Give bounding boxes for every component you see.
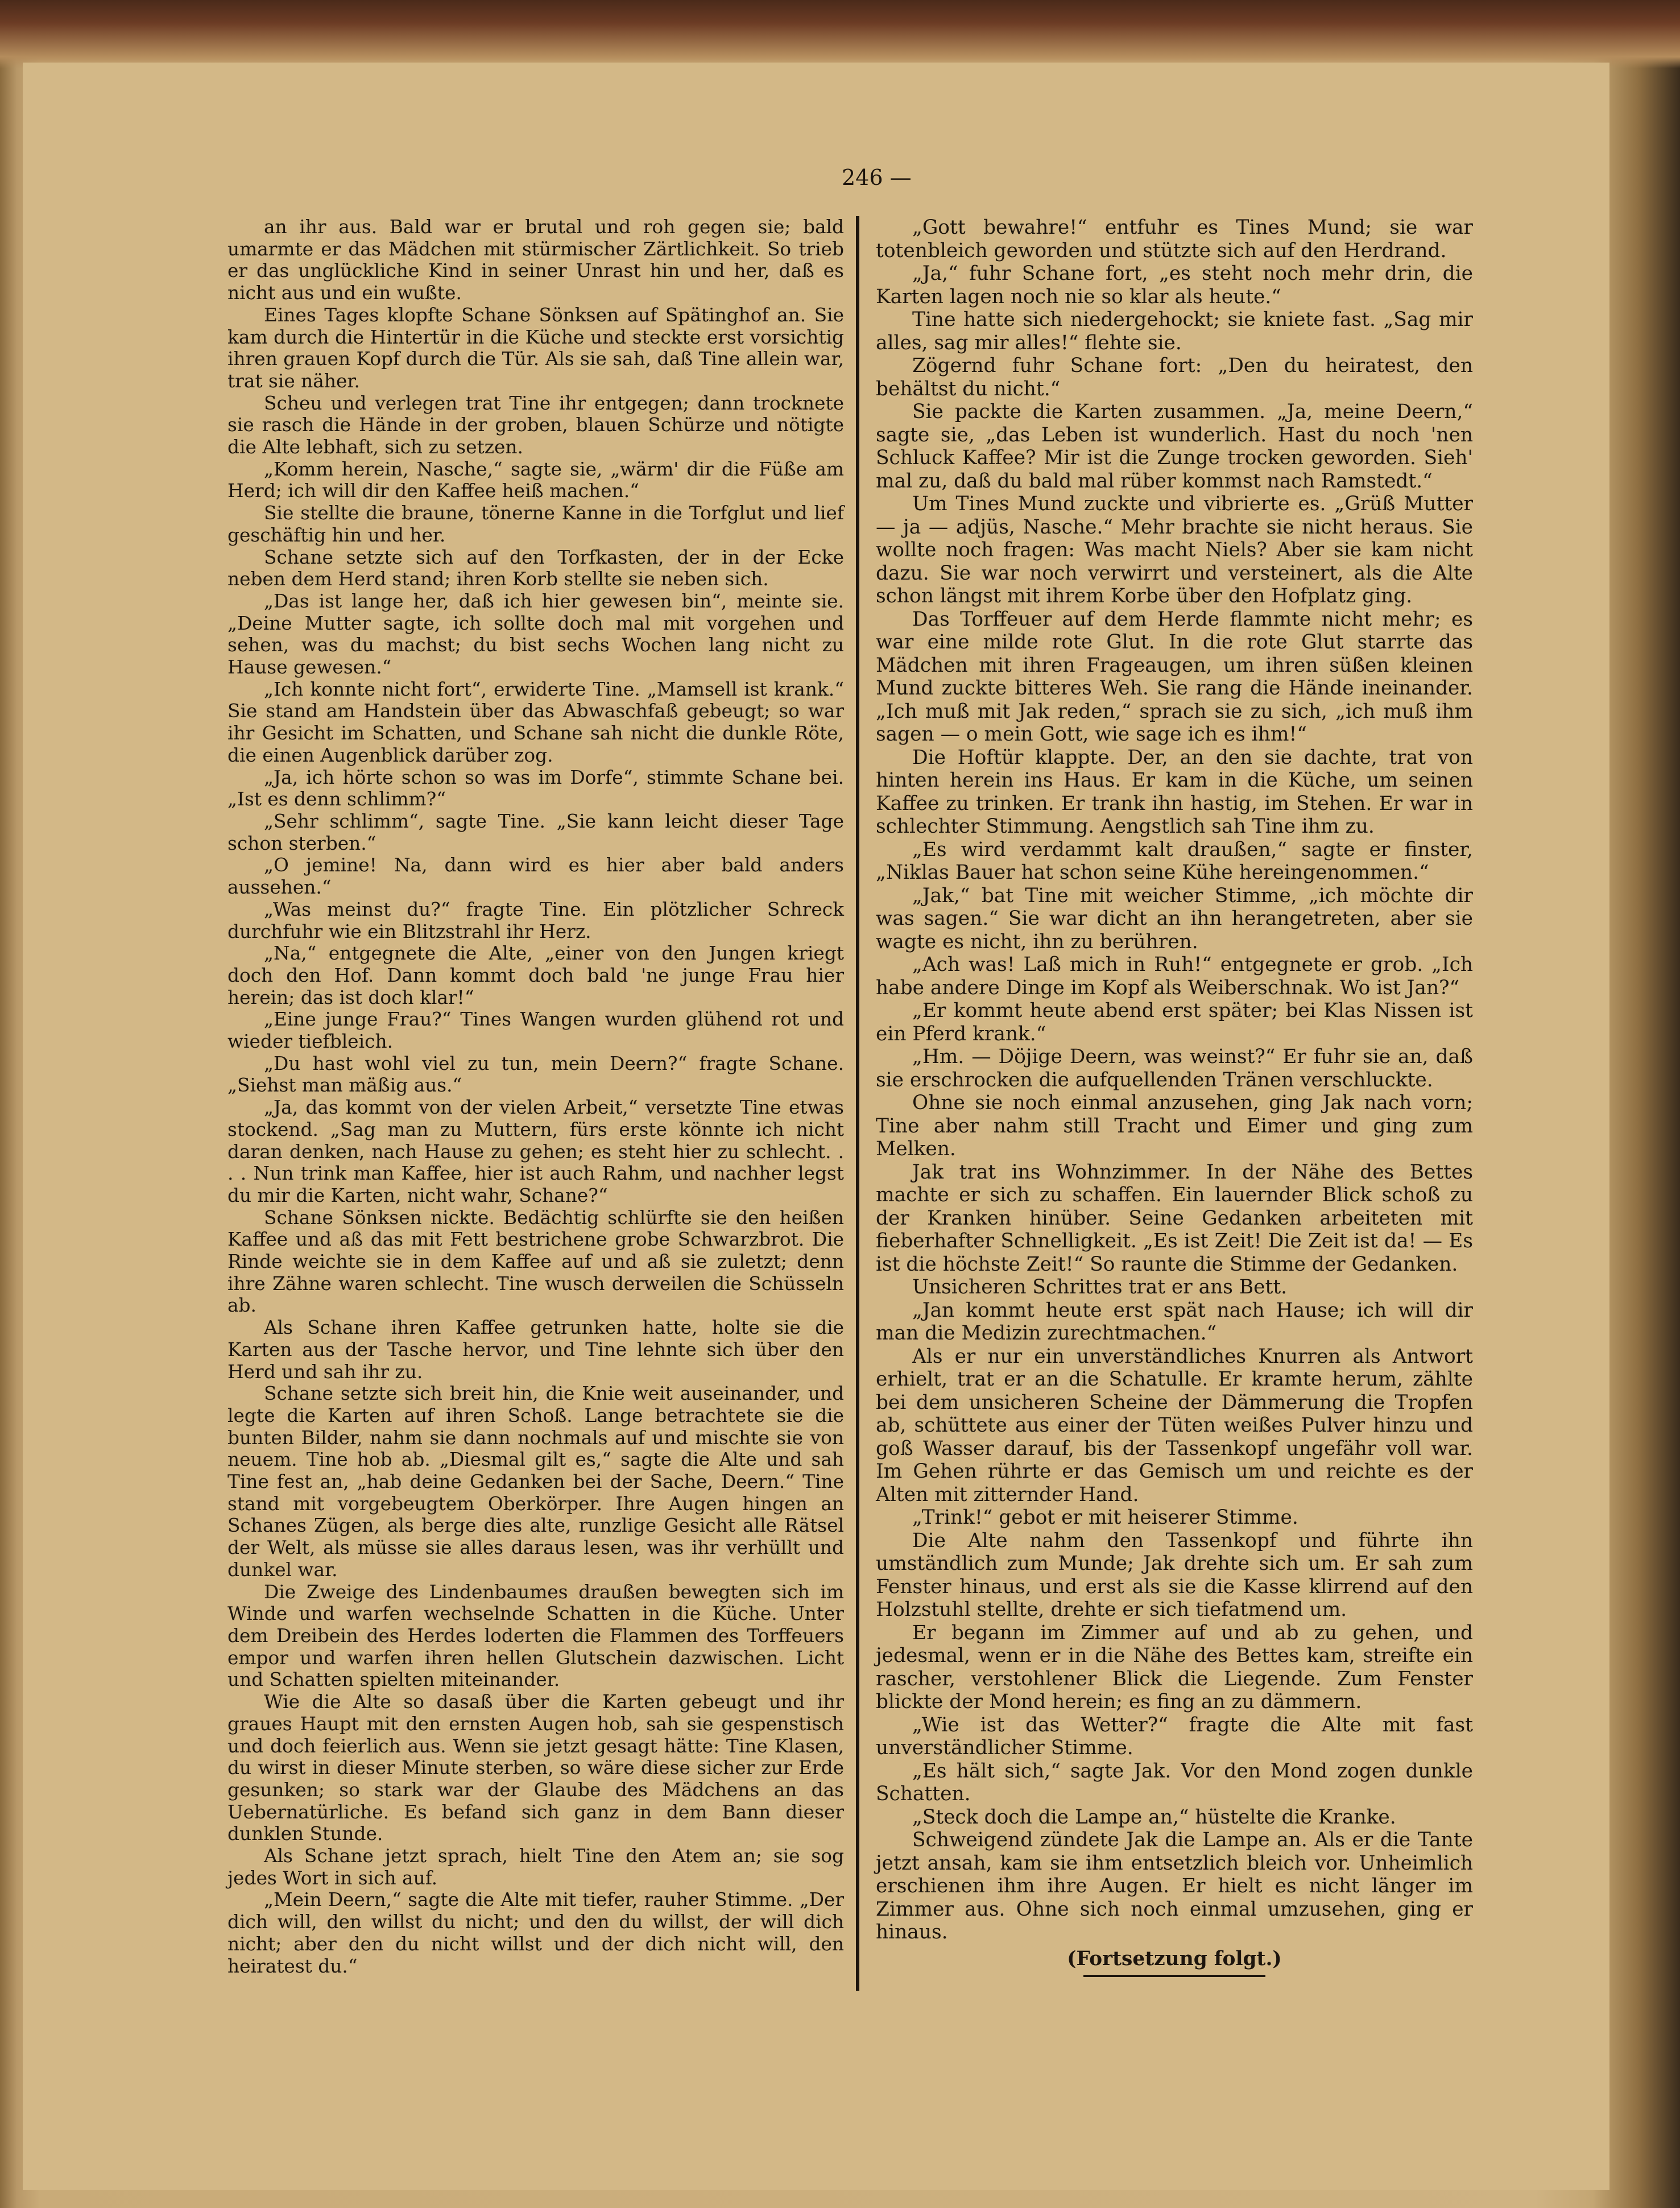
paragraph: Zögernd fuhr Schane fort: „Den du heiratest, den behältst du nicht.“	[876, 354, 1473, 400]
paragraph: „Trink!“ gebot er mit heiserer Stimme.	[912, 1506, 1298, 1529]
paragraph: Sie stellte die braune, tönerne Kanne in die Torfglut und lief geschäftig hin und her.	[227, 502, 844, 546]
paragraph: „Na,“ entgegnete die Alte, „einer von den Jungen kriegt doch den Hof. Dann kommt doch bald 'ne junge Frau hier herein; das ist doch klar!“	[227, 942, 844, 1008]
paragraph: Die Alte nahm den Tassenkopf und führte ihn umständlich zum Munde; Jak drehte sich um. Er sah zum Fenster hinaus, und erst als sie die Kasse klirrend auf den Holzstuhl stellte, drehte er sich tiefatmend um.	[876, 1529, 1473, 1621]
paragraph: „Jak,“ bat Tine mit weicher Stimme, „ich möchte dir was sagen.“ Sie war dicht an ihn herangetreten, aber sie wagte es nicht, ihn zu berühren.	[876, 884, 1473, 953]
paragraph: Ohne sie noch einmal anzusehen, ging Jak nach vorn; Tine aber nahm still Tracht und Eimer und ging zum Melken.	[876, 1091, 1473, 1160]
paragraph: Um Tines Mund zuckte und vibrierte es. „Grüß Mutter — ja — adjüs, Nasche.“ Mehr brachte sie nicht heraus. Sie wollte noch fragen: Was macht Niels? Aber sie kam nicht dazu. Sie war noch verwirrt und versteinert, als die Alte schon längst mit ihrem Korbe über den Hofplatz ging.	[876, 493, 1473, 607]
paragraph: Eines Tages klopfte Schane Sönksen auf Spätinghof an. Sie kam durch die Hintertür in die Küche und steckte erst vorsichtig ihren grauen Kopf durch die Tür. Als sie sah, daß Tine allein war, trat sie näher.	[227, 304, 844, 392]
paragraph: Tine hatte sich niedergehockt; sie kniete fast. „Sag mir alles, sag mir alles!“ flehte sie.	[876, 308, 1473, 354]
paragraph: Schweigend zündete Jak die Lampe an. Als er die Tante jetzt ansah, kam sie ihm entsetzlich bleich vor. Unheimlich erschienen ihm ihre Augen. Er hielt es nicht länger im Zimmer aus. Ohne sich noch einmal umzusehen, ging er hinaus.	[876, 1829, 1473, 1944]
paragraph: „Du hast wohl viel zu tun, mein Deern?“ fragte Schane. „Siehst man mäßig aus.“	[227, 1052, 844, 1097]
paragraph: „Komm herein, Nasche,“ sagte sie, „wärm' dir die Füße am Herd; ich will dir den Kaffee heiß machen.“	[227, 458, 844, 502]
paragraph: „Mein Deern,“ sagte die Alte mit tiefer, rauher Stimme. „Der dich will, den willst du nicht; und den du willst, der will dich nicht; aber den du nicht willst und der dich nicht will, den heiratest du.“	[227, 1889, 844, 1977]
paragraph: Als Schane ihren Kaffee getrunken hatte, holte sie die Karten aus der Tasche hervor, und Tine lehnte sich über den Herd und sah ihr zu.	[227, 1317, 844, 1383]
paragraph: „Er kommt heute abend erst später; bei Klas Nissen ist ein Pferd krank.“	[876, 999, 1473, 1045]
paragraph: „Es wird verdammt kalt draußen,“ sagte er finster, „Niklas Bauer hat schon seine Kühe hereingenommen.“	[876, 838, 1473, 884]
paragraph: „Eine junge Frau?“ Tines Wangen wurden glühend rot und wieder tiefbleich.	[227, 1008, 844, 1053]
paragraph: „Ja,“ fuhr Schane fort, „es steht noch mehr drin, die Karten lagen noch nie so klar als heute.“	[876, 262, 1473, 308]
paragraph: „Wie ist das Wetter?“ fragte die Alte mit fast unverständlicher Stimme.	[876, 1713, 1473, 1759]
paragraph: „Das ist lange her, daß ich hier gewesen bin“, meinte sie. „Deine Mutter sagte, ich sollte doch mal mit vorgehen und sehen, was du machst; du bist sechs Wochen lang nicht zu Hause gewesen.“	[227, 590, 844, 679]
paragraph: Jak trat ins Wohnzimmer. In der Nähe des Bettes machte er sich zu schaffen. Ein lauernder Blick schoß zu der Kranken hinüber. Seine Gedanken arbeiteten mit fieberhafter Schnelligkeit. „Es ist Zeit! Die Zeit ist da! — Es ist die höchste Zeit!“ So raunte die Stimme der Gedanken.	[876, 1160, 1473, 1276]
paragraph: Die Hoftür klappte. Der, an den sie dachte, trat von hinten herein ins Haus. Er kam in die Küche, um seinen Kaffee zu trinken. Er trank ihn hastig, im Stehen. Er war in schlechter Stimmung. Aengstlich sah Tine ihm zu.	[876, 746, 1473, 838]
paragraph: Als Schane jetzt sprach, hielt Tine den Atem an; sie sog jedes Wort in sich auf.	[227, 1845, 844, 1889]
right-text-column	[876, 216, 1473, 1977]
paragraph: „Es hält sich,“ sagte Jak. Vor den Mond zogen dunkle Schatten.	[876, 1759, 1473, 1805]
paragraph: Er begann im Zimmer auf und ab zu gehen, und jedesmal, wenn er in die Nähe des Bettes kam, streifte ein rascher, verstohlener Blick die Liegende. Zum Fenster blickte der Mond herein; es fing an zu dämmern.	[876, 1621, 1473, 1713]
paragraph: „Ach was! Laß mich in Ruh!“ entgegnete er grob. „Ich habe andere Dinge im Kopf als Weiberschnak. Wo ist Jan?“	[876, 953, 1473, 999]
page-number: 246 —	[842, 165, 912, 190]
paragraph: „Jan kommt heute erst spät nach Hause; ich will dir man die Medizin zurechtmachen.“	[876, 1299, 1473, 1345]
paragraph: „Sehr schlimm“, sagte Tine. „Sie kann leicht dieser Tage schon sterben.“	[227, 810, 844, 854]
paragraph: „Ich konnte nicht fort“, erwiderte Tine. „Mamsell ist krank.“ Sie stand am Handstein über das Abwaschfaß gebeugt; so war ihr Gesicht im Schatten, und Schane sah nicht die dunkle Röte, die einen Augenblick darüber zog.	[227, 678, 844, 766]
paragraph: Wie die Alte so dasaß über die Karten gebeugt und ihr graues Haupt mit den ernsten Augen hob, sah sie gespenstisch und doch feierlich aus. Wenn sie jetzt gesagt hätte: Tine Klasen, du wirst in dieser Minute sterben, so wäre diese sicher zur Erde gesunken; so stark war der Glaube des Mädchens an das Uebernatürliche. Es befand sich ganz in dem Bann dieser dunklen Stunde.	[227, 1691, 844, 1845]
paragraph: „Hm. — Döjige Deern, was weinst?“ Er fuhr sie an, daß sie erschrocken die aufquellenden Tränen verschluckte.	[876, 1045, 1473, 1091]
paragraph: „Was meinst du?“ fragte Tine. Ein plötzlicher Schreck durchfuhr wie ein Blitzstrahl ihr Herz.	[227, 898, 844, 942]
column-divider	[856, 216, 859, 1991]
signoff-underline	[1083, 1975, 1265, 1977]
paragraph: Sie packte die Karten zusammen. „Ja, meine Deern,“ sagte sie, „das Leben ist wunderlich. Hast du noch 'nen Schluck Kaffee? Mir ist die Zunge trocken geworden. Sieh' mal zu, daß du bald mal rüber kommst nach Ramstedt.“	[876, 400, 1473, 493]
paragraph: „Steck doch die Lampe an,“ hüstelte die Kranke.	[912, 1805, 1396, 1829]
paragraph: „Ja, das kommt von der vielen Arbeit,“ versetzte Tine etwas stockend. „Sag man zu Muttern, fürs erste könnte ich nicht daran denken, nach Hause zu gehen; es steht hier zu schlecht. . . . Nun trink man Kaffee, hier ist auch Rahm, und nachher legst du mir die Karten, nicht wahr, Schane?“	[227, 1097, 844, 1206]
continuation-note	[876, 1947, 1473, 1978]
paragraph: Schane setzte sich auf den Torfkasten, der in der Ecke neben dem Herd stand; ihren Korb stellte sie neben sich.	[227, 546, 844, 590]
paragraph: „Ja, ich hörte schon so was im Dorfe“, stimmte Schane bei. „Ist es denn schlimm?“	[227, 766, 844, 811]
paragraph: Schane setzte sich breit hin, die Knie weit auseinander, und legte die Karten auf ihren Schoß. Lange betrachtete sie die bunten Bilder, nahm sie dann nochmals auf und mischte sie von neuem. Tine hob ab. „Diesmal gilt es,“ sagte die Alte und sah Tine fest an, „hab deine Gedanken bei der Sache, Deern.“ Tine stand mit vorgebeugtem Oberkörper. Ihre Augen hingen an Schanes Zügen, als berge dies alte, runzlige Gesicht alle Rätsel der Welt, als müsse sie alles daraus lesen, was ihr verhüllt und dunkel war.	[227, 1383, 844, 1581]
paragraph: Das Torffeuer auf dem Herde flammte nicht mehr; es war eine milde rote Glut. In die rote Glut starrte das Mädchen mit ihren Frageaugen, um ihren süßen kleinen Mund zuckte bitteres Weh. Sie rang die Hände ineinander. „Ich muß mit Jak reden,“ sprach sie zu sich, „ich muß ihm sagen — o mein Gott, wie sage ich es ihm!“	[876, 607, 1473, 746]
paragraph: Die Zweige des Lindenbaumes draußen bewegten sich im Winde und warfen wechselnde Schatten in die Küche. Unter dem Dreibein des Herdes loderten die Flammen des Torffeuers empor und warfen ihren hellen Glutschein dazwischen. Licht und Schatten spielten miteinander.	[227, 1581, 844, 1691]
paragraph: „O jemine! Na, dann wird es hier aber bald anders aussehen.“	[227, 854, 844, 899]
continuation-note-text: (Fortsetzung folgt.)	[1067, 1947, 1282, 1970]
left-text-column	[227, 216, 844, 1977]
paragraph: Als er nur ein unverständliches Knurren als Antwort erhielt, trat er an die Schatulle. Er kramte herum, zählte bei dem unsicheren Scheine der Dämmerung die Tropfen ab, schüttete aus einer der Tüten weißes Pulver hinzu und goß Wasser darauf, bis der Tassenkopf ungefähr voll war. Im Gehen rührte er das Gemisch um und reichte es der Alten mit zitternder Hand.	[876, 1345, 1473, 1506]
paragraph: an ihr aus. Bald war er brutal und roh gegen sie; bald umarmte er das Mädchen mit stürmischer Zärtlichkeit. So trieb er das unglückliche Kind in seiner Unrast hin und her, daß es nicht aus und ein wußte.	[227, 216, 844, 304]
paragraph: Unsicheren Schrittes trat er ans Bett.	[912, 1276, 1288, 1299]
book-spine-edge	[0, 0, 1680, 68]
paragraph: Scheu und verlegen trat Tine ihr entgegen; dann trocknete sie rasch die Hände in der groben, blauen Schürze und nötigte die Alte lebhaft, sich zu setzen.	[227, 392, 844, 458]
paragraph: Schane Sönksen nickte. Bedächtig schlürfte sie den heißen Kaffee und aß das mit Fett bestrichene grobe Schwarzbrot. Die Rinde weichte sie in dem Kaffee auf und aß sie zuletzt; denn ihre Zähne waren schlecht. Tine wusch derweilen die Schüsseln ab.	[227, 1206, 844, 1317]
paragraph: „Gott bewahre!“ entfuhr es Tines Mund; sie war totenbleich geworden und stützte sich auf den Herdrand.	[876, 216, 1473, 262]
